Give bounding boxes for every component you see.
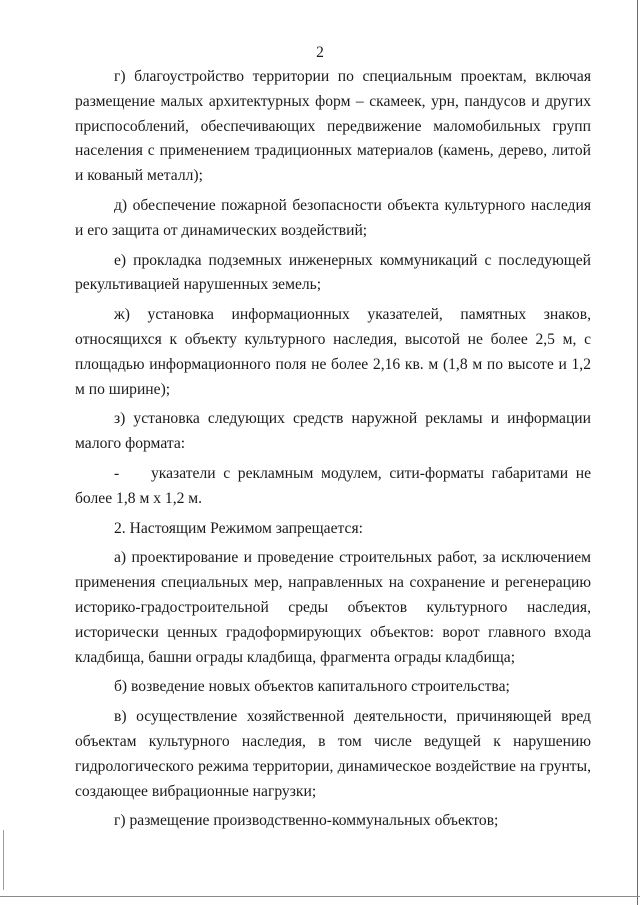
scan-edge-right: [637, 0, 638, 905]
list-item-text: указатели с рекламным модулем, сити-форматы габаритами не более 1,8 м х 1,2 м.: [75, 464, 591, 507]
paragraph-b-new-buildings: б) возведение новых объектов капитального строительства;: [114, 678, 510, 696]
paragraph-g-industrial-objects: г) размещение производственно-коммунальных объектов;: [114, 812, 499, 830]
paragraph-g-landscaping: г) благоустройство территории по специальным проектам, включая размещение малых архитектурных форм – скамеек, урн, пандусов и других приспособлений, обеспечивающих передвижение маломобильных групп населения с применением традиционных материалов (камень, дерево, литой и кованый металл);: [75, 68, 591, 185]
paragraph-z-advertising: з) установка следующих средств наружной рекламы и информации малого формата:: [75, 410, 591, 453]
section-2-heading: 2. Настоящим Режимом запрещается:: [114, 519, 363, 537]
scan-edge-left: [3, 830, 4, 890]
list-item-ad-pointers: [75, 462, 591, 512]
paragraph-d-fire-safety: д) обеспечение пожарной безопасности объекта культурного наследия и его защита от динамических воздействий;: [75, 196, 591, 239]
bullet-dash: -: [114, 464, 120, 482]
document-body: [75, 65, 591, 839]
paragraph-v-economic-activity: в) осуществление хозяйственной деятельности, причиняющей вред объектам культурного наследия, в том числе ведущей к нарушению гидрологического режима территории, динамическое воздействие на грунты, создающее вибрационные нагрузки;: [75, 708, 591, 800]
paragraph-e-utilities: е) прокладка подземных инженерных коммуникаций с последующей рекультивацией нарушенных земель;: [75, 251, 591, 294]
page-number: 2: [316, 44, 324, 61]
scan-edge-bottom: [0, 896, 640, 897]
paragraph-zh-signs: ж) установка информационных указателей, памятных знаков, относящихся к объекту культурного наследия, высотой не более 2,5 м, с площадью информационного поля не более 2,16 кв. м (1,8 м по высоте и 1,2 м по ширине);: [75, 306, 591, 398]
paragraph-a-construction: а) проектирование и проведение строительных работ, за исключением применения специальных мер, направленных на сохранение и регенерацию историко-градостроительной среды объектов культурного наследия, исторически ценных градоформирующих объектов: ворот главного входа кладбища, башни ограды кладбища, фрагмента ограды кладбища;: [75, 549, 591, 666]
